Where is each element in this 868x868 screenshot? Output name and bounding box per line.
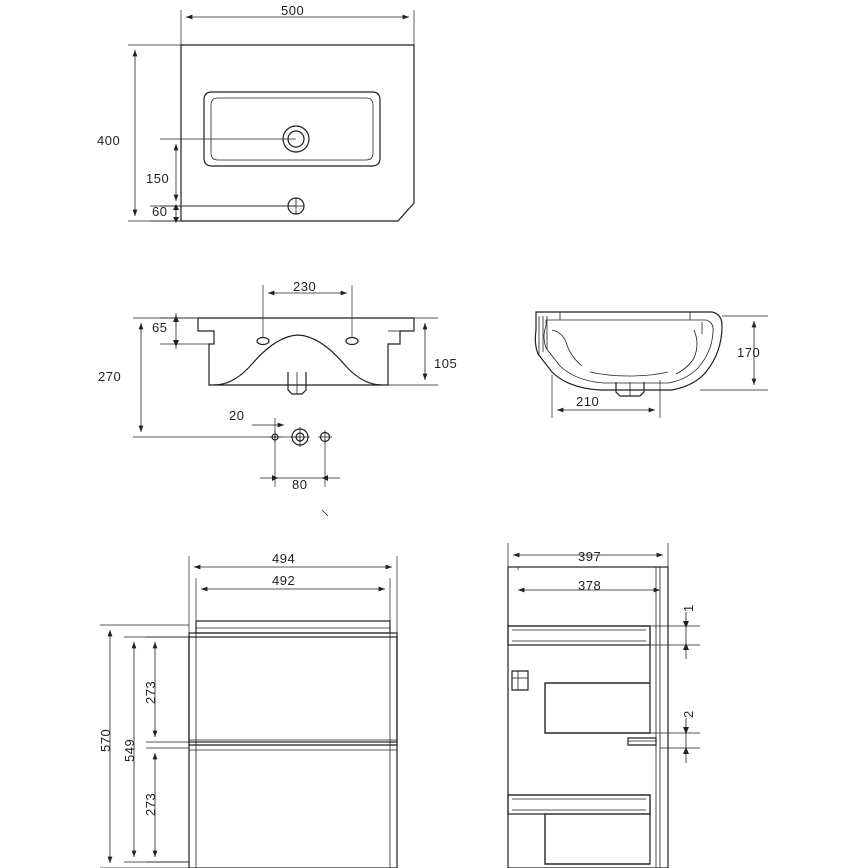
dim-label-230: 230 — [293, 279, 317, 294]
dim-label-2: 2 — [681, 710, 696, 718]
dim-label-170: 170 — [737, 345, 761, 360]
dim-label-65: 65 — [152, 320, 168, 335]
basin-top-view-dimensions — [128, 10, 414, 223]
dim-label-1: 1 — [681, 604, 696, 612]
cabinet-side-section-geometry — [508, 567, 668, 868]
dim-label-492: 492 — [272, 573, 296, 588]
dim-label-570: 570 — [98, 728, 113, 752]
dim-label-60: 60 — [152, 204, 168, 219]
dim-label-378: 378 — [578, 578, 602, 593]
cabinet-side-section-dimensions — [508, 543, 700, 763]
basin-top-view-geometry — [181, 45, 414, 221]
basin-side-section-geometry — [535, 312, 722, 396]
dim-label-273-upper: 273 — [143, 680, 158, 704]
dim-label-397: 397 — [578, 549, 602, 564]
basin-front-view-dimensions — [133, 285, 438, 487]
dim-label-105: 105 — [434, 356, 458, 371]
cabinet-front-view-geometry — [189, 621, 397, 868]
dim-label-494: 494 — [272, 551, 296, 566]
dim-label-20: 20 — [229, 408, 245, 423]
cabinet-front-view-dimensions — [100, 556, 397, 868]
dim-label-273-lower: 273 — [143, 792, 158, 816]
dim-label-150: 150 — [146, 171, 170, 186]
dim-label-210: 210 — [576, 394, 600, 409]
dim-label-549: 549 — [122, 738, 137, 762]
dim-label-270: 270 — [98, 369, 122, 384]
dim-label-80: 80 — [292, 477, 308, 492]
dim-label-500: 500 — [281, 3, 305, 18]
dim-label-400: 400 — [97, 133, 121, 148]
